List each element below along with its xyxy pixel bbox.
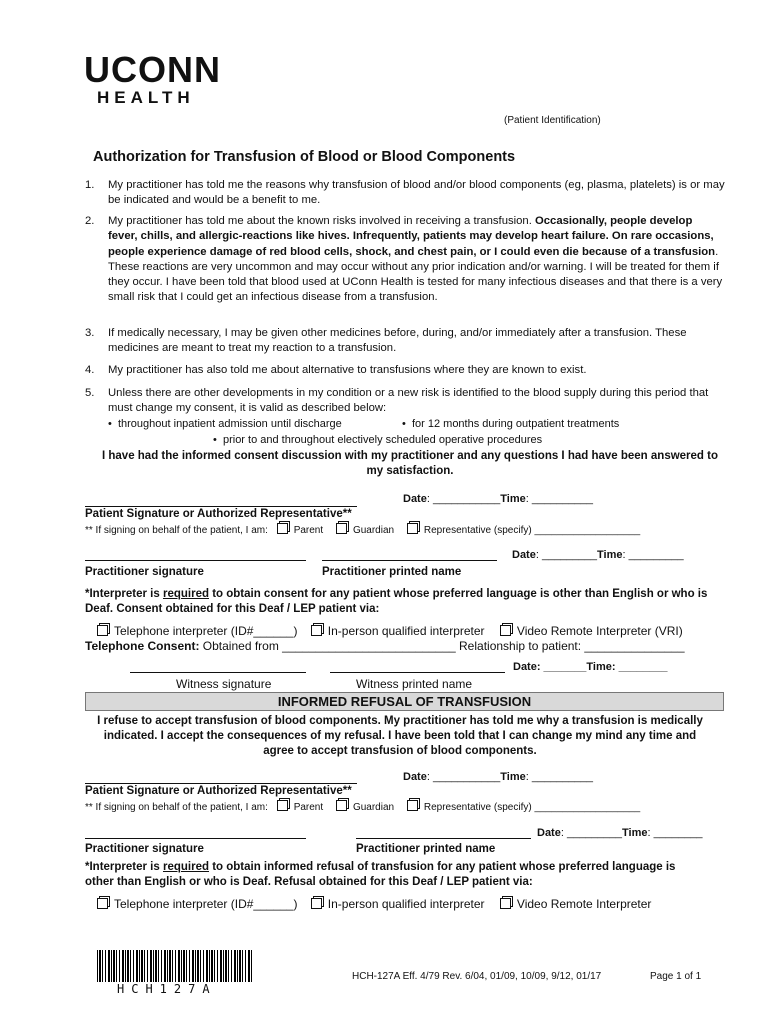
witness-name-line[interactable]: [330, 672, 505, 673]
item-number: 2.: [85, 215, 95, 227]
practitioner-signature-line[interactable]: [85, 560, 306, 561]
date-time-field-2[interactable]: Date: _________Time: _________: [512, 549, 684, 561]
refusal-date-time-field-2[interactable]: Date: _________Time: ________: [537, 827, 703, 839]
item-text: My practitioner has told me the reasons why transfusion of blood and/or blood components (eg, plasma, platelets) is or may be indicated and would be a benefit to me.: [108, 179, 725, 207]
refusal-date-time-field[interactable]: Date: ___________Time: __________: [403, 771, 594, 783]
date-time-field-3[interactable]: Date: _______Time: ________: [513, 661, 668, 673]
list-item: [85, 326, 725, 357]
telephone-consent-line[interactable]: Telephone Consent: Obtained from __________________________ Relationship to patient: _______________: [85, 639, 685, 653]
informed-statement: I have had the informed consent discussion with my practitioner and any questions I had have been answered to my satisfaction.: [101, 450, 719, 477]
refusal-practitioner-signature-line[interactable]: [85, 838, 306, 839]
item-text: Unless there are other developments in my condition or a new risk is identified to the blood supply during this period that must change my consent, it is valid as described below:: [108, 387, 709, 415]
witness-name-label: Witness printed name: [356, 677, 473, 691]
refusal-practitioner-name-label: Practitioner printed name: [356, 843, 496, 855]
item-number: 1.: [85, 179, 95, 191]
refusal-practitioner-signature-label: Practitioner signature: [85, 843, 204, 855]
page-number: Page 1 of 1: [650, 971, 702, 982]
logo-wordmark: UCONN: [84, 49, 221, 90]
representative-checkbox[interactable]: [407, 523, 418, 534]
list-item: [85, 178, 725, 209]
item-text: My practitioner has also told me about alternative to transfusions where they are known to exist.: [108, 364, 587, 376]
bullet-operative: • prior to and throughout electively scheduled operative procedures: [213, 434, 543, 446]
witness-signature-label: Witness signature: [176, 677, 272, 691]
refusal-header: INFORMED REFUSAL OF TRANSFUSION: [85, 692, 724, 711]
interpreter-requirement: *Interpreter is required to obtain consent for any patient whose preferred language is other than English or who is Deaf. Consent obtained for this Deaf / LEP patient via:: [85, 588, 708, 615]
patient-signature-line[interactable]: [85, 506, 357, 507]
list-item: [85, 386, 725, 417]
refusal-telephone-interpreter-checkbox[interactable]: [97, 898, 108, 909]
patient-signature-label: Patient Signature or Authorized Representative**: [85, 508, 352, 520]
form-identifier: HCH-127A Eff. 4/79 Rev. 6/04, 01/09, 10/09, 9/12, 01/17: [352, 971, 602, 982]
parent-checkbox[interactable]: [277, 523, 288, 534]
item-text: If medically necessary, I may be given other medicines before, during, and/or immediately after a transfusion. These medicines are meant to treat my reaction to a transfusion.: [108, 327, 687, 355]
practitioner-name-label: Practitioner printed name: [322, 566, 462, 578]
telephone-interpreter-checkbox[interactable]: [97, 625, 108, 636]
refusal-interpreter-requirement: *Interpreter is required to obtain informed refusal of transfusion for any patient whose preferred language is other than English or who is Deaf. Refusal obtained for this Deaf / LEP patient via:: [85, 861, 676, 888]
refusal-behalf-options: ** If signing on behalf of the patient, I am: Parent Guardian Representative (specify) ___________________: [85, 802, 641, 813]
refusal-statement: I refuse to accept transfusion of blood components. My practitioner has told me why a transfusion is medically indicated. I accept the consequences of my refusal. I have been told that I can change my mind any time and agree to accept transfusion of blood components.: [97, 715, 703, 757]
form-title: Authorization for Transfusion of Blood or Blood Components: [93, 149, 516, 165]
list-item: [85, 214, 725, 306]
list-item: [85, 363, 725, 378]
refusal-interpreter-options: Telephone interpreter (ID#______) In-person qualified interpreter Video Remote Interpreter: [97, 897, 651, 911]
refusal-practitioner-name-line[interactable]: [356, 838, 531, 839]
barcode: [97, 950, 253, 982]
item-number: 3.: [85, 327, 95, 339]
inperson-interpreter-checkbox[interactable]: [311, 625, 322, 636]
patient-identification-label: (Patient Identification): [504, 115, 601, 126]
refusal-inperson-interpreter-checkbox[interactable]: [311, 898, 322, 909]
practitioner-name-line[interactable]: [322, 560, 497, 561]
risk-rest: . These reactions are very uncommon and may occur without any prior indication and/or warning. I will be treated for them if they occur. I have been told that blood used at UConn Health is tested for many infectious diseases and that there is a very small risk that I could get an infectious disease from a transfusion.: [108, 245, 723, 304]
guardian-checkbox[interactable]: [336, 523, 347, 534]
date-time-field[interactable]: Date: ___________Time: __________: [403, 493, 594, 505]
refusal-guardian-checkbox[interactable]: [336, 800, 347, 811]
risk-bold: Occasionally, people develop fever, chills, and allergic-reactions like hives. Infrequently, patients may develop heart failure. On rare occasions, people experience damage of red blood cells, shock, and chest pain, or I could even die because of a transfusion: [108, 215, 716, 258]
interpreter-options: Telephone interpreter (ID#______) In-person qualified interpreter Video Remote Interpreter (VRI): [97, 624, 683, 638]
risk-intro: My practitioner has told me about the known risks involved in receiving a transfusion.: [108, 215, 535, 227]
witness-signature-line[interactable]: [130, 672, 306, 673]
refusal-parent-checkbox[interactable]: [277, 800, 288, 811]
behalf-options: ** If signing on behalf of the patient, I am: Parent Guardian Representative (specify) ___________________: [85, 525, 641, 536]
refusal-video-interpreter-checkbox[interactable]: [500, 898, 511, 909]
video-interpreter-checkbox[interactable]: [500, 625, 511, 636]
barcode-text: HCH127A: [117, 982, 217, 996]
bullet-inpatient: • throughout inpatient admission until discharge: [108, 418, 342, 430]
refusal-representative-checkbox[interactable]: [407, 800, 418, 811]
practitioner-signature-label: Practitioner signature: [85, 566, 204, 578]
bullet-outpatient: • for 12 months during outpatient treatments: [402, 418, 620, 430]
logo-subtitle: HEALTH: [97, 88, 195, 107]
refusal-patient-signature-label: Patient Signature or Authorized Representative**: [85, 785, 352, 797]
refusal-patient-signature-line[interactable]: [85, 783, 357, 784]
item-number: 4.: [85, 364, 95, 376]
item-number: 5.: [85, 387, 95, 399]
item-text: [108, 214, 725, 306]
